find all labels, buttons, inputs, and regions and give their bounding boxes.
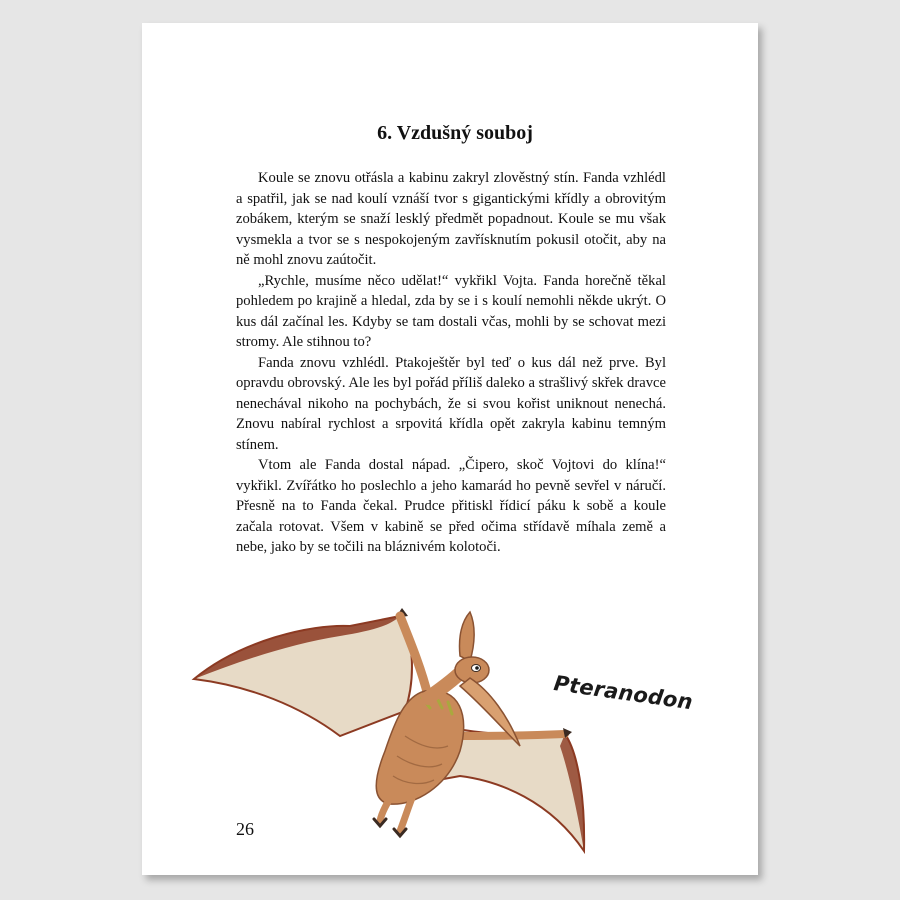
chapter-body [236, 168, 666, 558]
head-crest [459, 612, 474, 661]
chapter-title: 6. Vzdušný souboj [377, 122, 533, 144]
page-number: 26 [236, 819, 254, 839]
paragraph: „Rychle, musíme něco udělat!“ vykřikl Vojta. Fanda horečně těkal pohledem po krajině a hledal, zda by se i s koulí nemohli někde ukrýt. O kus dál začínal les. Kdyby se tam dostali včas, mohli by se schovat mezi stromy. Ale stihnou to? [236, 272, 666, 350]
illustration-caption: Pteranodon [552, 671, 695, 715]
paragraph: Fanda znovu vzhlédl. Ptakoještěr byl teď o kus dál než prve. Byl opravdu obrovský. Ale les byl pořád příliš daleko a strašlivý skřek dravce nenechával nikoho na pochybách, že si svou kořist uniknout nenechá. Znovu nabíral rychlost a srpovitá křídla opět zakryla kabinu temným stínem. [236, 354, 666, 453]
pteranodon-illustration [190, 586, 590, 856]
paragraph: Vtom ale Fanda dostal nápad. „Čipero, skoč Vojtovi do klína!“ vykřikl. Zvířátko ho poslechlo a jeho kamarád ho pevně sevřel v náručí. Přesně na to Fanda čekal. Prudce přitiskl řídicí páku k sobě a koule začala rotovat. Všem v kabině se před očima střídavě míhala země a nebe, jako by se točili na bláznivém kolotoči. [236, 457, 666, 555]
book-page [142, 23, 758, 875]
paragraph: Koule se znovu otřásla a kabinu zakryl zlověstný stín. Fanda vzhlédl a spatřil, jak se nad koulí vznáší tvor s gigantickými křídly a obrovitým zobákem, kterým se snaží lesklý předmět popadnout. Koule se mu však vysmekla a tvor se s nespokojeným zavřísknutím pokusil otočit, aby na ně mohl znovu zaútočit. [236, 170, 666, 268]
